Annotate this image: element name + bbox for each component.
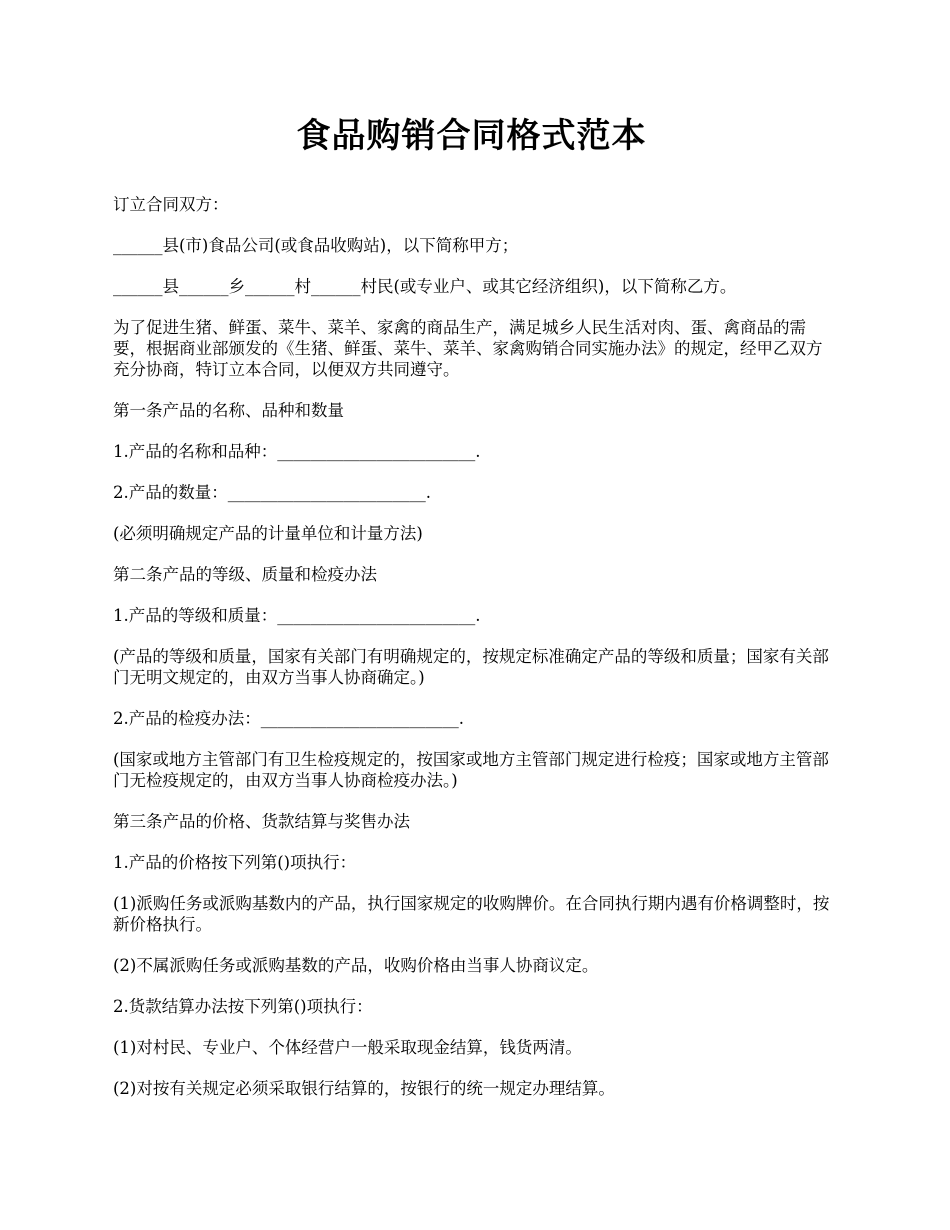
article-2-item-2: 2.产品的检疫办法：________________________. bbox=[113, 709, 464, 728]
article-3-item-2-option-2: (2)对按有关规定必须采取银行结算的，按银行的统一规定办理结算。 bbox=[113, 1079, 615, 1098]
article-1-item-2: 2.产品的数量：________________________. bbox=[113, 483, 431, 502]
article-2-note-1: (产品的等级和质量，国家有关部门有明确规定的，按规定标准确定产品的等级和质量；国家有关部门无明文规定的，由双方当事人协商确定。) bbox=[113, 647, 829, 687]
article-3-item-1-option-1: (1)派购任务或派购基数内的产品，执行国家规定的收购牌价。在合同执行期内遇有价格调整时，按新价格执行。 bbox=[113, 894, 830, 934]
article-3-item-1-option-2: (2)不属派购任务或派购基数的产品，收购价格由当事人协商议定。 bbox=[113, 956, 599, 975]
article-1-note: (必须明确规定产品的计量单位和计量方法) bbox=[113, 524, 423, 543]
party-a-line: ______县(市)食品公司(或食品收购站)，以下简称甲方； bbox=[113, 236, 519, 255]
article-3-heading: 第三条产品的价格、货款结算与奖售办法 bbox=[113, 812, 410, 831]
article-3-item-2: 2.货款结算办法按下列第()项执行： bbox=[113, 997, 373, 1016]
preamble-paragraph: 为了促进生猪、鲜蛋、菜牛、菜羊、家禽的商品生产，满足城乡人民生活对肉、蛋、禽商品的需要，根据商业部颁发的《生猪、鲜蛋、菜牛、菜羊、家禽购销合同实施办法》的规定，经甲乙双方充分协商，特订立本合同，以便双方共同遵守。 bbox=[113, 318, 823, 379]
article-3-item-1: 1.产品的价格按下列第()项执行： bbox=[113, 853, 357, 872]
article-1-item-1: 1.产品的名称和品种：________________________. bbox=[113, 442, 481, 461]
article-2-heading: 第二条产品的等级、质量和检疫办法 bbox=[113, 565, 377, 584]
article-3-item-2-option-1: (1)对村民、专业户、个体经营户一般采取现金结算，钱货两清。 bbox=[113, 1038, 582, 1057]
article-2-note-2: (国家或地方主管部门有卫生检疫规定的，按国家或地方主管部门规定进行检疫；国家或地方主管部门无检疫规定的，由双方当事人协商检疫办法。) bbox=[113, 750, 829, 790]
document-title: 食品购销合同格式范本 bbox=[296, 116, 647, 156]
party-b-line: ______县______乡______村______村民(或专业户、或其它经济组织)，以下简称乙方。 bbox=[113, 277, 737, 296]
contract-parties-heading: 订立合同双方： bbox=[113, 195, 229, 214]
article-1-heading: 第一条产品的名称、品种和数量 bbox=[113, 401, 344, 420]
article-2-item-1: 1.产品的等级和质量：________________________. bbox=[113, 606, 481, 625]
